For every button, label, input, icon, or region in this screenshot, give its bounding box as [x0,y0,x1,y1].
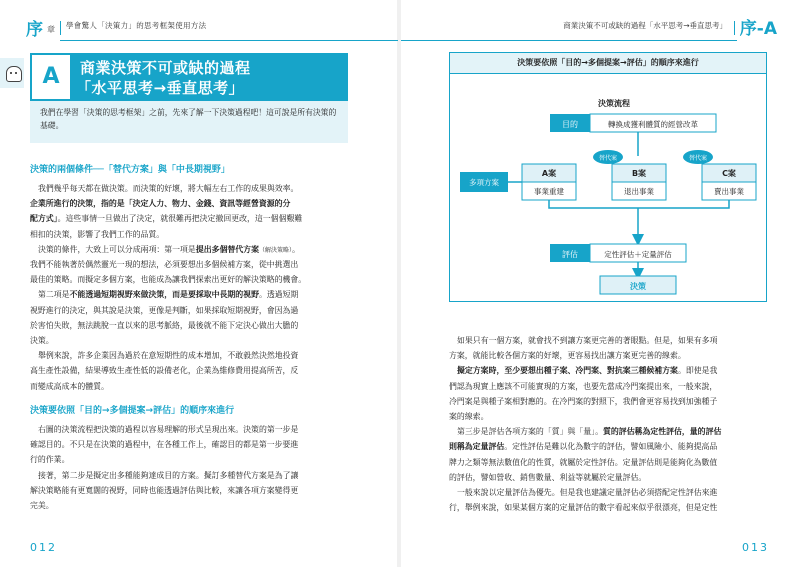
decision-label: 決策 [630,282,646,291]
chapter-char: 序 [26,19,43,40]
plan-desc: 賣出事業 [714,187,744,196]
diagram-box [449,52,767,302]
body-line: 解決策略能有更寬闊的視野，同時也能透過評估與比較，來讓各項方案變得更 [30,485,299,495]
intro-box: 我們在學習「決策的思考框架」之前，先來了解一下決策過程吧！這可說是所有決策的基礎。 [30,101,348,143]
body-line: 我們幾乎每天都在做決策。而決策的好壞，將大幅左右工作的成果與效率。 [38,184,299,193]
subheading-2: 決策要依照「目的→多個提案→評估」的順序來進行 [30,406,235,416]
body-line: 第二項是不能透過短期視野來做決策，而是要採取中長期的視野。透過短期 [38,290,299,300]
body-line: 第三步是評估各項方案的「質」與「量」。質的評估稱為定性評估，量的評估 [457,427,722,437]
section-title-line1: 商業決策不可或缺的過程 [80,59,251,77]
eval-text: 定性評估＋定量評估 [604,250,672,259]
chapter-marker [26,14,55,40]
section-title-line2: 「水平思考→垂直思考」 [76,79,245,97]
body-line: 如果只有一個方案，就會找不到讓方案更完善的著眼點。但是，如果有多項 [457,336,718,345]
body-line: 於害怕失敗，無法跳脫一直以來的思考脈絡，最後就不能下定決心做出大膽的 [30,320,299,330]
header-rule-right [401,40,737,41]
body-line: 則稱為定量評估。定性評估是難以化為數字的評估，譬如風險小、能夠提高品 [449,442,718,452]
alt-badge-1-label: 替代案 [598,155,618,162]
plans-bracket [549,200,729,208]
plans-group [522,164,756,208]
body-line: 的評估，譬如營收、銷售數量、利益等就屬於定量評估。 [449,472,647,482]
body-line: 相扣的決策，影響了我們工作的品質。 [30,229,165,239]
body-line: 行，舉例來說，如果某個方案的定量評估的數字看起來似乎很漂亮，但是定性 [449,503,718,513]
body-line: 舉例來說，許多企業因為過於在意短期性的成本增加，不敢毅然決然地投資 [38,351,299,361]
running-header: 學會驚人「決策力」的思考框架使用方法 [66,21,207,30]
body-line: 我們不能執著於偶然靈光一現的想法，必須要想出多個候補方案，從中挑選出 [30,260,299,269]
body-line: 而變成高成本的體質。 [30,381,109,391]
header-divider [60,21,61,35]
plan-name: A案 [541,169,557,178]
subheading-1: 決策的兩個條件──「替代方案」與「中長期視野」 [30,165,230,175]
plan-desc: 退出事業 [624,187,654,196]
body-line: 右圖的決策流程把決策的過程以容易理解的形式呈現出來。決策的第一步是 [38,425,299,434]
body-line: 牌力之類等無法數值化的性質，就屬於定性評估。定量評估則是能夠化為數值 [449,457,718,467]
section-code: 序-A [739,19,777,39]
body-line: 們認為現實上應該不可能實現的方案，也要先當成冷門案提出來，一般來說， [449,381,718,391]
page-number-left: 012 [30,541,57,554]
body-line: 視野進行的決定，與其說是決策，更像是判斷，如果採取短期視野，會因為過 [30,305,299,315]
body-line: 決策。 [30,336,54,345]
alt-badge-2-label: 替代案 [688,155,708,162]
body-line: 企業所進行的決策，指的是「決定人力、物力、金錢、資訊等經營資源的分 [30,199,291,209]
right-page [401,0,799,567]
body-line: 確認目的。不只是在決策的過程中，在各種工作上，確認目的都是第一步要進 [30,440,299,450]
body-line: 一般來說以定量評估為優先。但是我也建議定量評估必須搭配定性評估來進 [457,488,718,497]
body-line: 配方式」。這些事情一旦做出了決定，就很難再把決定撤回更改，這一個個艱難 [30,214,303,224]
decision-flow-diagram [450,74,766,302]
left-page [0,0,398,567]
body-line: 方案，就能比較各個方案的好壞，更容易找出讓方案更完善的線索。 [449,351,686,361]
flow-title: 決策流程 [598,99,630,108]
diagram-box-title: 決策要依照「目的→多個提案→評估」的順序來進行 [450,53,766,73]
header-rule [60,40,398,41]
chapter-word: 章 [47,24,55,34]
body-line: 冷門案是與種子案相對應的。在冷門案的對照下，我們會更容易找到加強種子 [449,396,718,406]
purpose-text: 轉換成獲利體質的經營改革 [608,120,698,129]
plan-name: C案 [722,169,736,178]
body-line: 行的作業。 [30,455,70,465]
body-line: 高生產性設備，結果導致生產性低的設備老化，企業為維修費用提高所苦，反 [30,366,299,376]
running-header-right: 商業決策不可或缺的過程「水平思考→垂直思考」 [563,21,727,30]
purpose-label: 目的 [562,120,578,129]
section-letter: A [42,64,60,89]
body-line: 最佳的策略。而擬定多個方案，也能成為讓我們探索出更好的解決策略的機會。 [30,275,307,285]
plan-desc: 事業重建 [534,187,564,196]
header-divider-right [734,21,735,35]
multi-label: 多項方案 [469,178,499,187]
body-line: 接著，第二步是擬定出多種能夠達成目的方案。擬訂多種替代方案是為了讓 [38,470,299,480]
page-number-right: 013 [742,541,769,554]
body-line: 完美。 [30,501,54,510]
plan-name: B案 [631,169,647,178]
body-line: 擬定方案時，至少要想出種子案、冷門案、對抗案三種候補方案。即使是我 [457,366,718,376]
body-line: 案的線索。 [449,412,489,421]
eval-label: 評估 [562,250,578,259]
mascot-icon [6,66,22,82]
body-line: 決策的條件，大致上可以分成兩項：第一項是提出多個替代方案（解決策略）。 [38,244,300,254]
section-letter-box [30,53,72,101]
